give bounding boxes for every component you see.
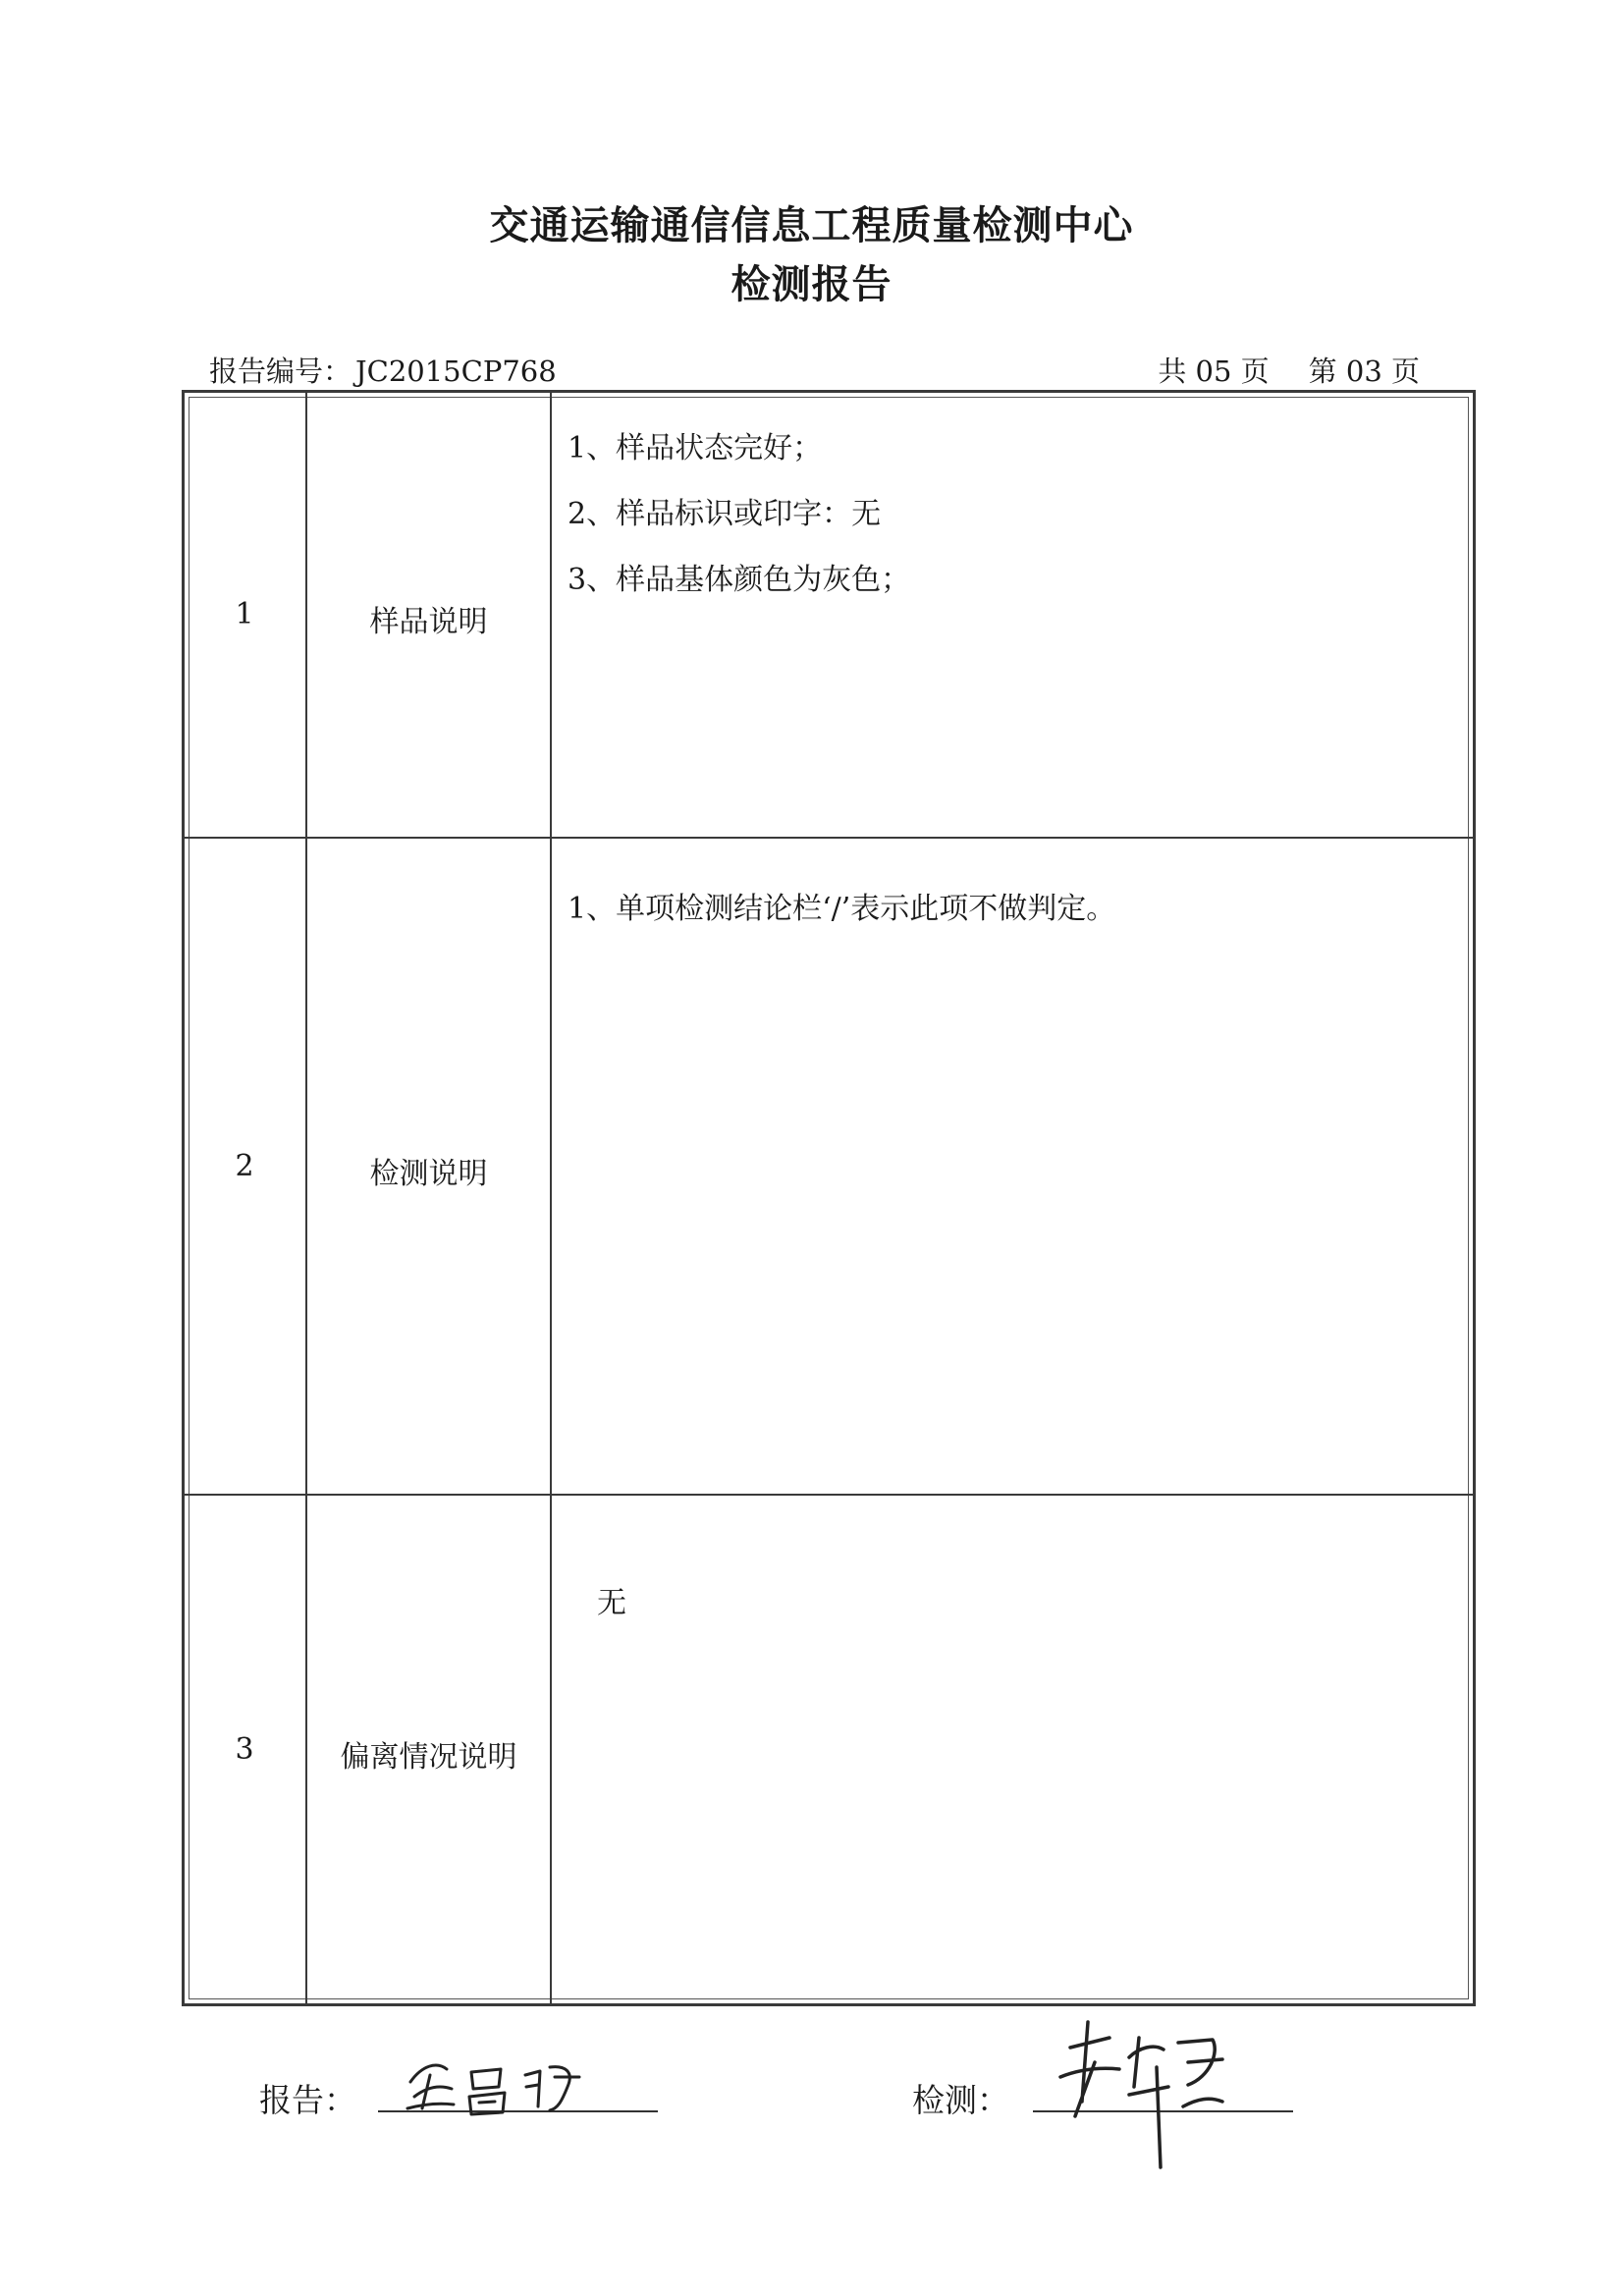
- row-content-line: 3、样品基体颜色为灰色；: [568, 563, 911, 597]
- test-signature-label: 检测：: [912, 2081, 1009, 2119]
- row-label: 偏离情况说明: [340, 1740, 517, 1775]
- report-signature-label: 报告：: [259, 2081, 356, 2119]
- row-content-line: 1、样品状态完好；: [568, 431, 823, 465]
- document-title: 交通运输通信信息工程质量检测中心: [489, 203, 1134, 248]
- row-label: 样品说明: [369, 605, 488, 639]
- page-info: [1158, 350, 1420, 390]
- document-subtitle: 检测报告: [730, 262, 893, 307]
- report-signature: [393, 2048, 609, 2121]
- row-label: 检测说明: [369, 1157, 488, 1191]
- row-divider: [182, 1494, 1476, 1496]
- report-number-value: JC2015CP768: [355, 355, 557, 388]
- test-signature: [1041, 2008, 1237, 2170]
- current-page: 第 03 页: [1308, 355, 1420, 388]
- row-index: 1: [235, 597, 254, 631]
- column-divider: [550, 390, 552, 2006]
- row-divider: [182, 837, 1476, 839]
- row-index: 3: [235, 1732, 254, 1767]
- row-content-line: 无: [597, 1586, 626, 1620]
- row-content-line: 1、单项检测结论栏‘/’表示此项不做判定。: [568, 892, 1116, 926]
- row-index: 2: [235, 1149, 254, 1183]
- row-content-line: 2、样品标识或印字：无: [568, 497, 882, 531]
- report-number-label: 报告编号：: [209, 355, 352, 388]
- report-number: [209, 350, 557, 390]
- total-pages: 共 05 页: [1158, 355, 1270, 388]
